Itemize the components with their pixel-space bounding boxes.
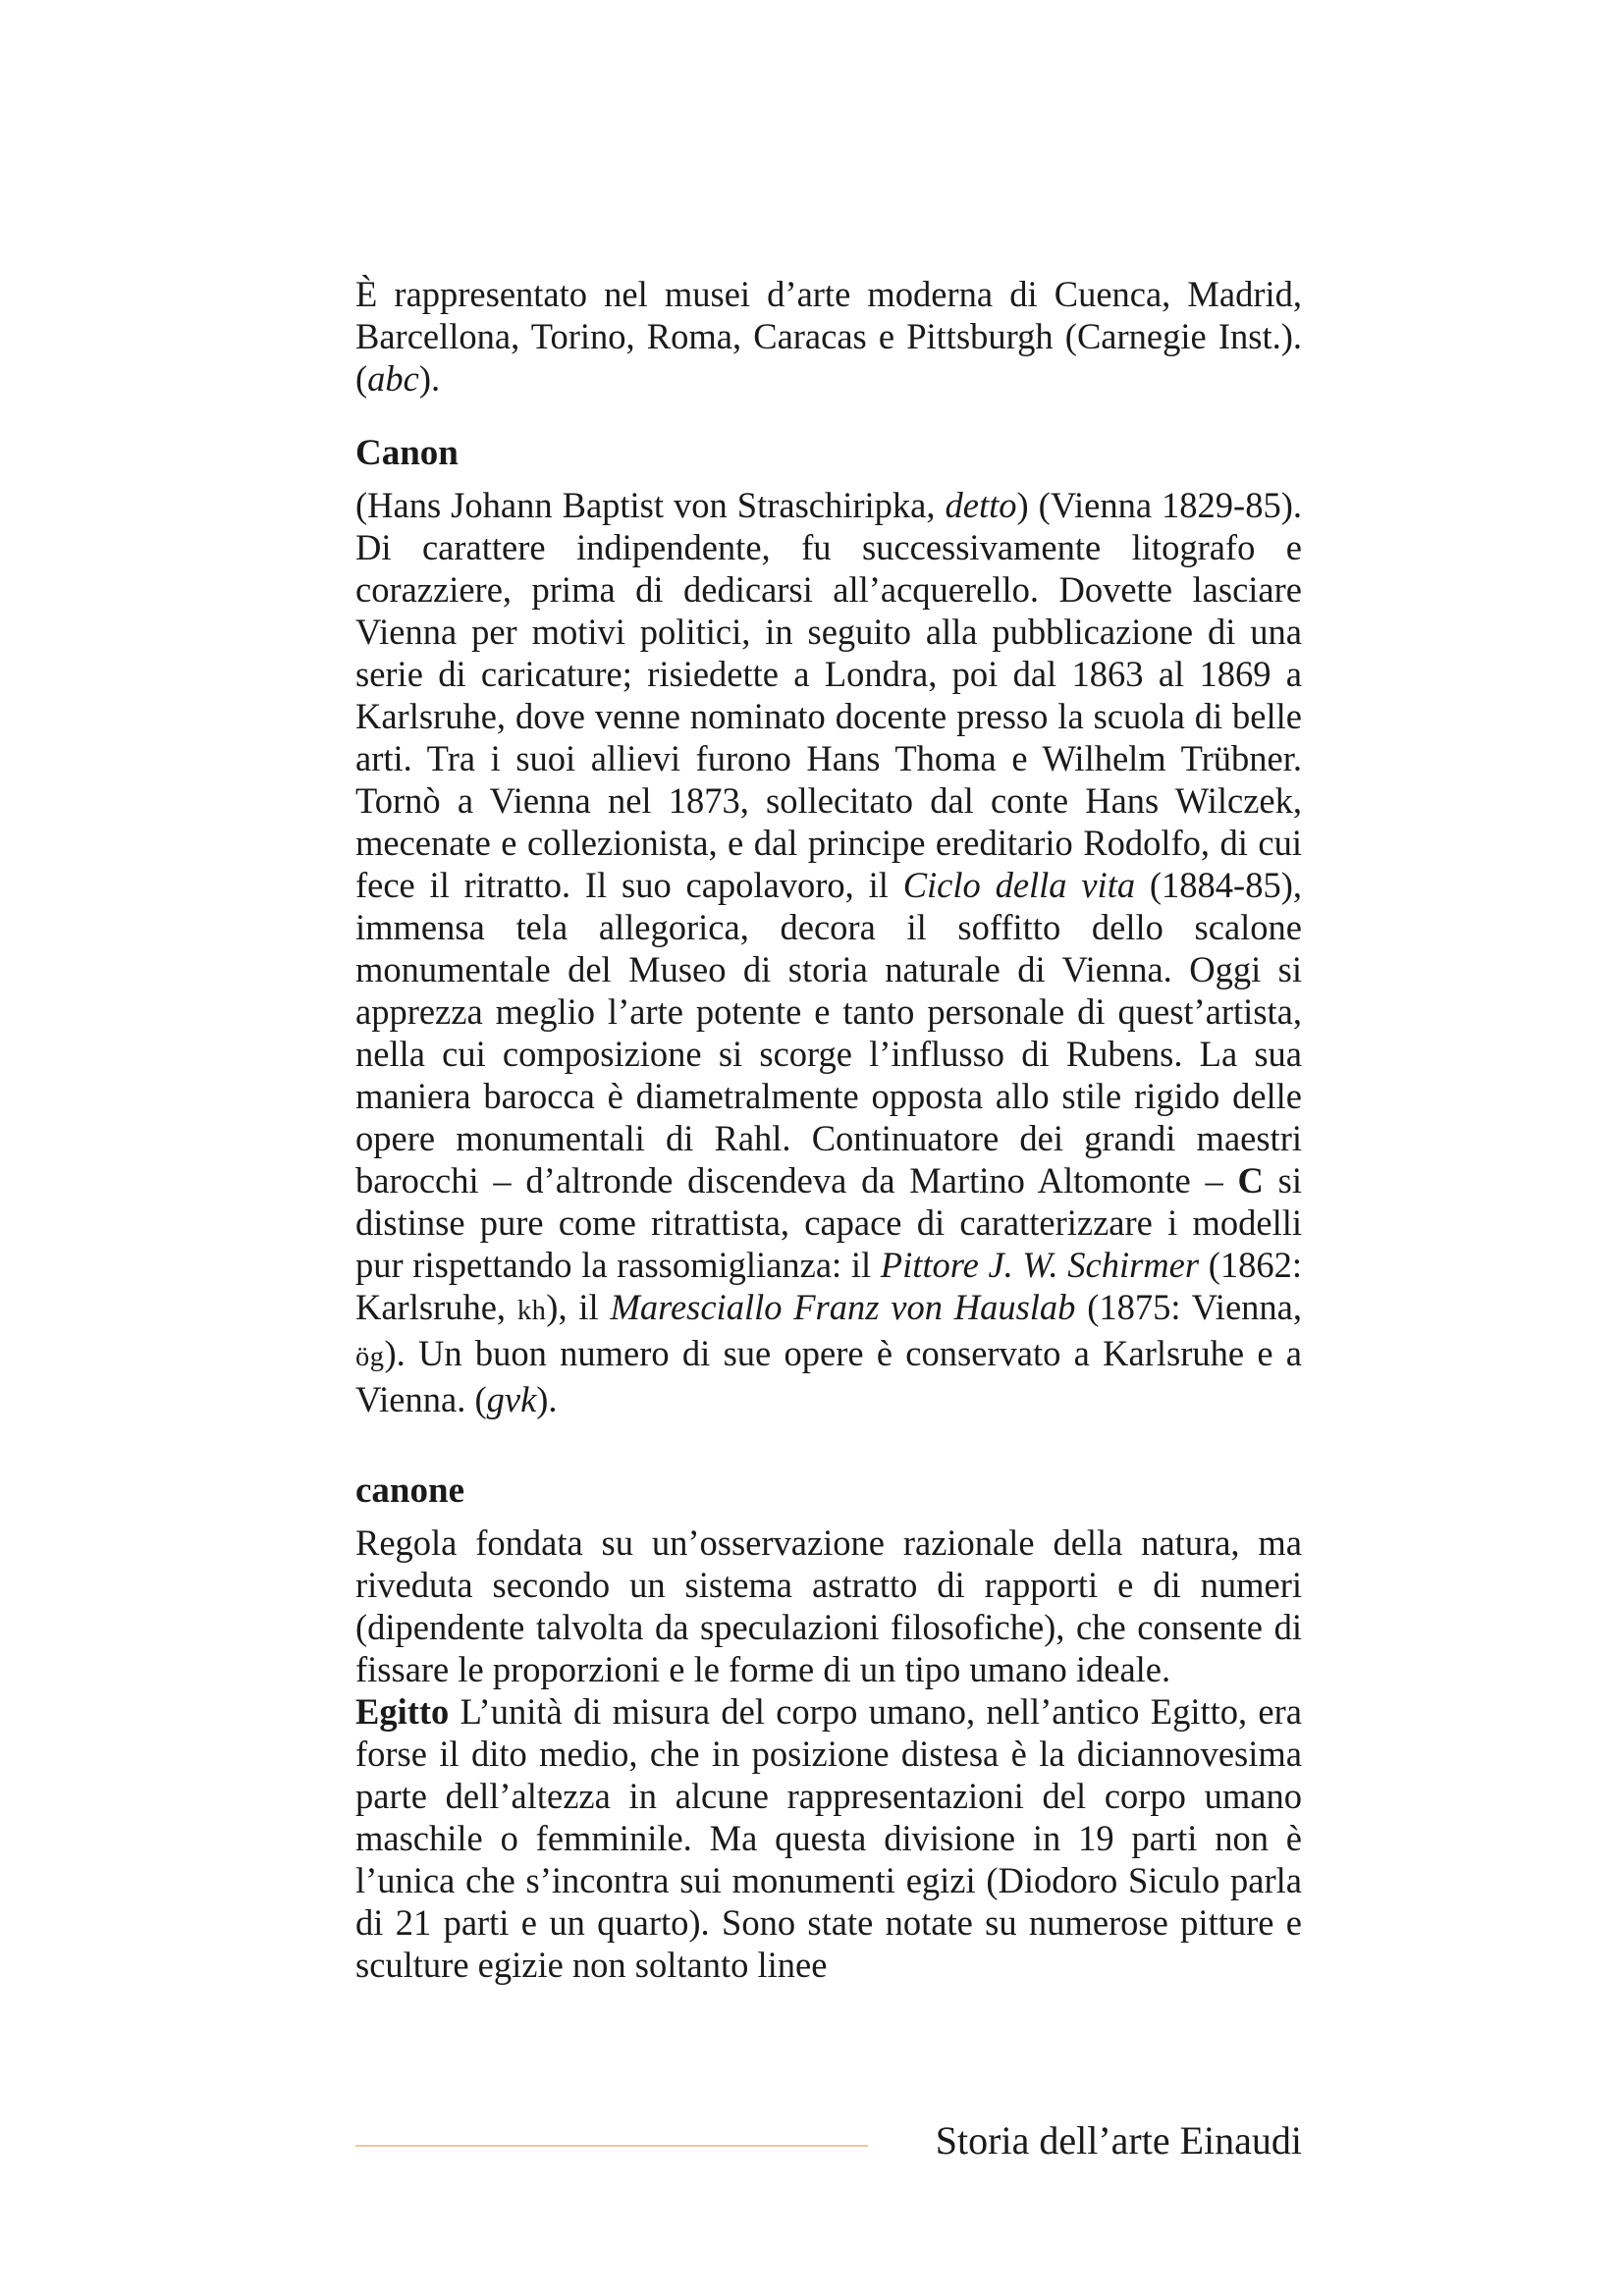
canon-italic-ciclo: Ciclo della vita: [902, 865, 1136, 905]
entry-body-canone: [355, 1522, 1302, 1986]
canone-egitto-text: L’unità di misura del corpo umano, nell’antico Egitto, era forse il dito medio, che in posizione distesa è la diciannovesima parte dell’altezza in alcune rappresentazioni del corpo umano maschile o femminile. Ma questa divisione in 19 parti non è l’unica che s’incontra sui monumenti egizi (Diodoro Siculo parla di 21 parti e un quarto). Sono state notate su numerose pitture e sculture egizie non soltanto linee: [355, 1691, 1302, 1985]
canone-egitto-label: Egitto: [355, 1691, 450, 1732]
canon-text-8: ). Un buon numero di sue opere è conservato a Karlsruhe e a Vienna. (: [355, 1333, 1302, 1419]
canon-smallcaps-kh: kh: [516, 1296, 547, 1326]
canon-text-7: (1875: Vienna,: [1075, 1287, 1302, 1327]
canon-text-3: (1884-85), immensa tela allegorica, decora il soffitto dello scalone monumentale del Museo di storia naturale di Vienna. Oggi si apprezza meglio l’arte potente e tanto personale di quest’artista, nella cui composizione si scorge l’influsso di Rubens. La sua maniera barocca è diametralmente opposta allo stile rigido delle opere monumentali di Rahl. Continuatore dei grandi maestri barocchi – d’altronde discendeva da Martino Altomonte –: [355, 865, 1302, 1201]
footer-title: Storia dell’arte Einaudi: [935, 2118, 1302, 2163]
footer-divider: [355, 2145, 868, 2147]
canon-italic-detto: detto: [945, 485, 1017, 525]
entry-heading-canon: Canon: [355, 433, 459, 473]
canon-italic-hauslab: Maresciallo Franz von Hauslab: [610, 1287, 1076, 1327]
canon-text-6: ), il: [546, 1287, 611, 1327]
entry-body-canon: [355, 484, 1302, 1420]
canon-italic-schirmer: Pittore J. W. Schirmer: [880, 1245, 1200, 1285]
canon-text-5: (1862: Karlsruhe,: [355, 1245, 1303, 1327]
canone-definition: Regola fondata su un’osservazione razionale della natura, ma riveduta secondo un sistema astratto di rapporti e di numeri (dipendente talvolta da speculazioni filosofiche), che consente di fissare le proporzioni e le forme di un tipo umano ideale.: [355, 1522, 1302, 1689]
canon-author: gvk: [486, 1379, 537, 1419]
intro-author: abc: [367, 358, 419, 399]
canon-text-1: (Hans Johann Baptist von Straschiripka,: [355, 485, 946, 525]
intro-paragraph: [355, 273, 1302, 400]
canon-bold-c: C: [1237, 1160, 1264, 1201]
canon-text-4: si distinse pure come ritrattista, capace di caratterizzare i modelli pur rispettando la rassomiglianza: il: [355, 1160, 1302, 1285]
intro-text: È rappresentato nel musei d’arte moderna di Cuenca, Madrid, Barcellona, Torino, Roma, Caracas e Pittsburgh (Carnegie Inst.). (: [355, 274, 1302, 399]
intro-end: ).: [418, 358, 441, 399]
canon-text-2: ) (Vienna 1829-85). Di carattere indipendente, fu successivamente litografo e corazziere, prima di dedicarsi all’acquerello. Dovette lasciare Vienna per motivi politici, in seguito alla pubblicazione di una serie di caricature; risiedette a Londra, poi dal 1863 al 1869 a Karlsruhe, dove venne nominato docente presso la scuola di belle arti. Tra i suoi allievi furono Hans Thoma e Wilhelm Trübner. Tornò a Vienna nel 1873, sollecitato dal conte Hans Wilczek, mecenate e collezionista, e dal principe ereditario Rodolfo, di cui fece il ritratto. Il suo capolavoro, il: [355, 485, 1302, 905]
canon-smallcaps-og: ög: [355, 1342, 385, 1372]
entry-heading-canone: canone: [355, 1470, 464, 1511]
canon-end: ).: [536, 1379, 558, 1419]
